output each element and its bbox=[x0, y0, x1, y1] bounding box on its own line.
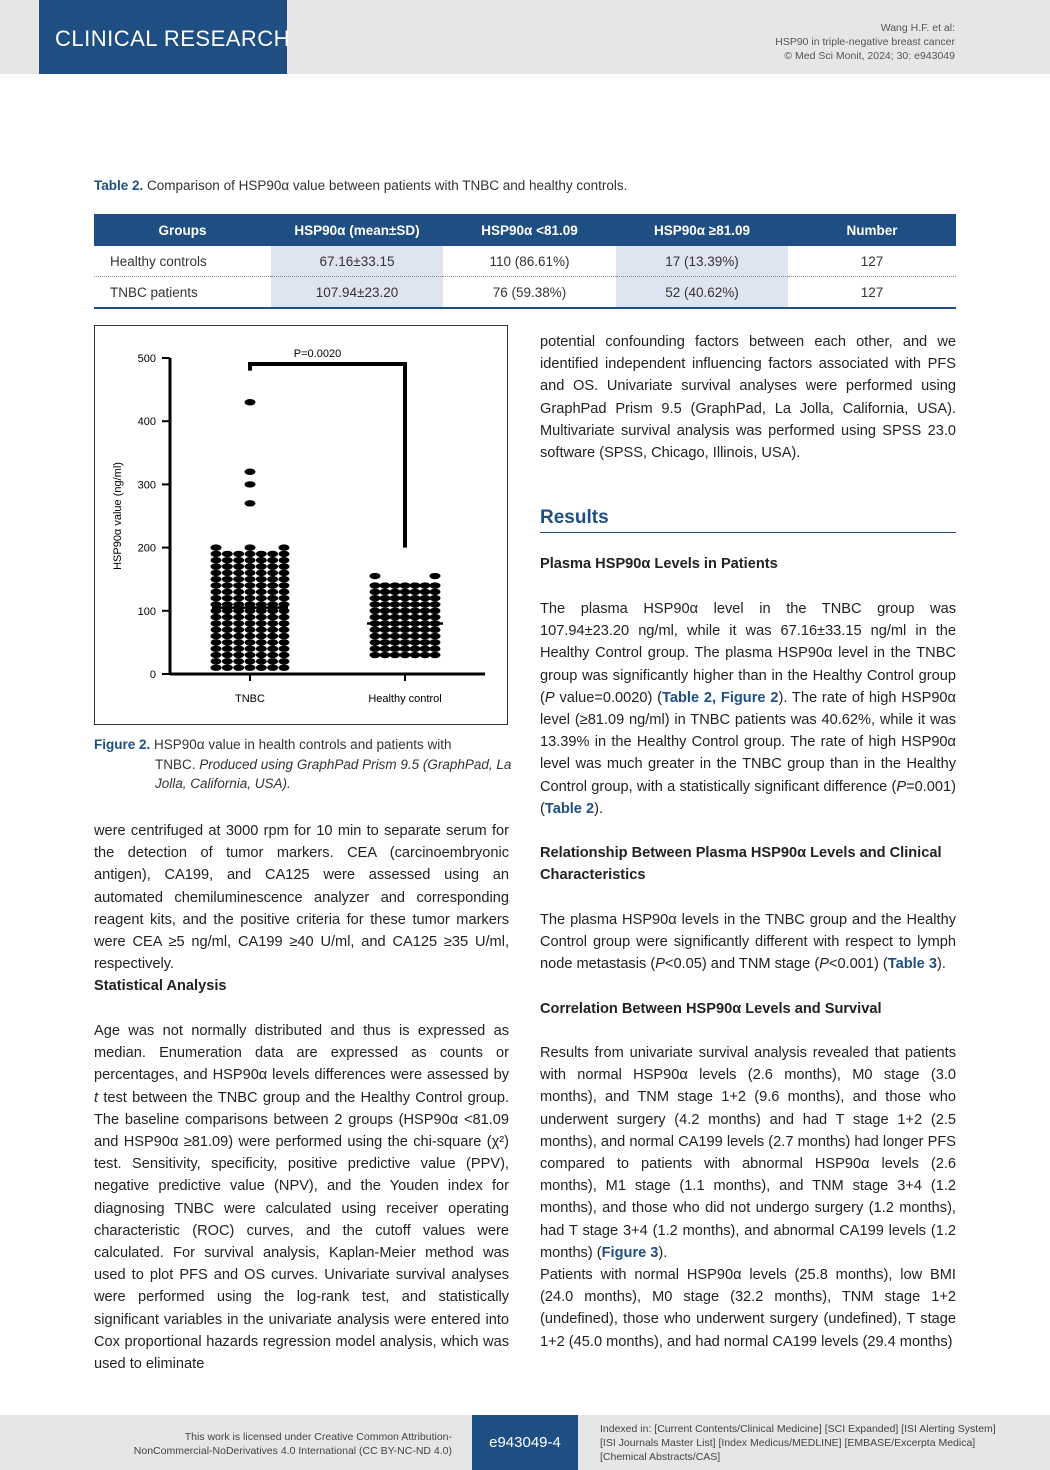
data-point bbox=[267, 576, 278, 582]
data-point bbox=[279, 570, 290, 576]
license-line-1: This work is licensed under Creative Common Attribution- bbox=[184, 1431, 452, 1443]
figure-caption-label: Figure 2. bbox=[94, 737, 151, 752]
data-point bbox=[245, 399, 256, 405]
data-point bbox=[420, 652, 431, 658]
data-point bbox=[430, 573, 441, 579]
table3-link[interactable]: Table 3 bbox=[887, 956, 937, 973]
data-point bbox=[256, 557, 267, 563]
data-point bbox=[279, 658, 290, 664]
data-point bbox=[233, 658, 244, 664]
data-point bbox=[222, 614, 233, 620]
comparison-table bbox=[94, 214, 956, 309]
data-point bbox=[430, 652, 441, 658]
data-point bbox=[256, 652, 267, 658]
data-point bbox=[390, 646, 401, 652]
table-header: Groups bbox=[94, 214, 271, 246]
statistical-analysis-heading: Statistical Analysis bbox=[94, 978, 227, 994]
p-italic: P bbox=[819, 956, 829, 973]
data-point bbox=[245, 652, 256, 658]
right-p2d: ). bbox=[936, 956, 946, 973]
data-point bbox=[400, 646, 411, 652]
data-point bbox=[390, 601, 401, 607]
data-point bbox=[410, 633, 421, 639]
data-point bbox=[420, 627, 431, 633]
data-point bbox=[279, 614, 290, 620]
right-p3b: ). bbox=[658, 1244, 668, 1261]
figure-2-chart bbox=[95, 326, 507, 724]
data-point bbox=[267, 582, 278, 588]
data-point bbox=[245, 582, 256, 588]
data-point bbox=[211, 658, 222, 664]
data-point bbox=[380, 646, 391, 652]
data-point bbox=[410, 595, 421, 601]
data-point bbox=[245, 589, 256, 595]
data-point bbox=[211, 582, 222, 588]
data-point bbox=[380, 589, 391, 595]
data-point bbox=[211, 544, 222, 550]
data-point bbox=[211, 557, 222, 563]
data-point bbox=[420, 633, 431, 639]
data-point bbox=[245, 633, 256, 639]
data-point bbox=[370, 646, 381, 652]
right-p4: Patients with normal HSP90α levels (25.8 months), low BMI (24.0 months), M0 stage (32.2 months), TNM stage 1+2 (undefined), those who underwent surgery (undefined), T stage 1+2 (45.0 months), and had normal CA199 levels (29.4 months) bbox=[540, 1267, 956, 1350]
right-p0: potential confounding factors between each other, and we identified independent influencing factors associated with PFS and OS. Univariate survival analyses were performed using GraphPad Prism 9.5 (GraphPad, La Jolla, California, USA). Multivariate survival analysis was performed using SPSS 23.0 software (SPSS, Chicago, Illinois, USA). bbox=[540, 334, 956, 462]
data-point bbox=[233, 633, 244, 639]
data-point bbox=[410, 582, 421, 588]
right-p1b: value=0.0020) ( bbox=[554, 689, 663, 706]
data-point bbox=[245, 576, 256, 582]
data-point bbox=[233, 589, 244, 595]
data-point bbox=[370, 639, 381, 645]
data-point bbox=[222, 652, 233, 658]
right-p2a: The plasma HSP90α levels in the TNBC group and the Healthy Control group were significantly different with respect to lymph node metastasis ( bbox=[540, 912, 956, 973]
right-p2c: <0.001) ( bbox=[828, 956, 888, 973]
data-point bbox=[400, 614, 411, 620]
data-point bbox=[410, 614, 421, 620]
left-paragraph-1 bbox=[94, 820, 509, 975]
running-title: HSP90 in triple-negative breast cancer bbox=[775, 36, 955, 48]
data-point bbox=[390, 639, 401, 645]
data-point bbox=[222, 551, 233, 557]
table-header-row bbox=[94, 214, 956, 246]
data-point bbox=[380, 639, 391, 645]
data-point bbox=[390, 608, 401, 614]
data-point bbox=[410, 627, 421, 633]
data-point bbox=[211, 595, 222, 601]
data-point bbox=[267, 646, 278, 652]
data-point bbox=[233, 646, 244, 652]
data-point bbox=[256, 620, 267, 626]
data-point bbox=[211, 570, 222, 576]
y-axis-label: HSP90α value (ng/ml) bbox=[112, 462, 124, 570]
data-point bbox=[370, 595, 381, 601]
plasma-levels-heading: Plasma HSP90α Levels in Patients bbox=[540, 556, 778, 572]
data-point bbox=[211, 664, 222, 670]
data-point bbox=[245, 595, 256, 601]
indexing-line-1: Indexed in: [Current Contents/Clinical Medicine] [SCI Expanded] [ISI Alerting System] bbox=[600, 1423, 996, 1435]
data-point bbox=[279, 582, 290, 588]
data-point bbox=[400, 633, 411, 639]
data-point bbox=[211, 620, 222, 626]
data-point bbox=[430, 608, 441, 614]
table-caption-label: Table 2. bbox=[94, 178, 144, 193]
data-point bbox=[279, 551, 290, 557]
data-point bbox=[211, 589, 222, 595]
right-p1a: The plasma HSP90α level in the TNBC group was 107.94±23.20 ng/ml, while it was 67.16±33.15 ng/ml in the Healthy Control group. The plasma HSP90α level in the TNBC group was significantly higher than in the Healthy Control group ( bbox=[540, 601, 956, 706]
data-point bbox=[420, 589, 431, 595]
right-paragraph-3 bbox=[540, 1042, 956, 1264]
data-point bbox=[267, 589, 278, 595]
data-point bbox=[279, 664, 290, 670]
data-point bbox=[267, 664, 278, 670]
running-header bbox=[775, 21, 955, 63]
data-point bbox=[380, 608, 391, 614]
data-point bbox=[430, 595, 441, 601]
figure-caption-line2: TNBC. bbox=[155, 756, 196, 772]
table-header: HSP90α (mean±SD) bbox=[271, 214, 443, 246]
right-paragraph-1 bbox=[540, 598, 956, 820]
data-point bbox=[370, 614, 381, 620]
data-point bbox=[430, 601, 441, 607]
data-point bbox=[222, 595, 233, 601]
data-point bbox=[267, 557, 278, 563]
data-point bbox=[245, 551, 256, 557]
data-point bbox=[430, 582, 441, 588]
data-point bbox=[222, 620, 233, 626]
data-point bbox=[211, 576, 222, 582]
right-p3a: Results from univariate survival analysis revealed that patients with normal HSP90α levels (2.6 months), M0 stage (3.0 months), and TNM stage 1+2 (9.6 months), and those who underwent surgery (4.2 months) and had T stage 1+2 (2.5 months), and normal CA199 levels (2.7 months) had longer PFS compared to patients with abnormal HSP90α levels (2.6 months), M1 stage (1.1 months), and TNM stage 3+4 (1.2 months), and those who did not undergo surgery (1.2 months), had T stage 3+4 (1.2 months), and abnormal CA199 levels (1.2 months) ( bbox=[540, 1045, 956, 1261]
table-header: HSP90α ≥81.09 bbox=[616, 214, 788, 246]
data-point bbox=[267, 551, 278, 557]
data-point bbox=[370, 573, 381, 579]
data-point bbox=[380, 633, 391, 639]
p-value-annotation: P=0.0020 bbox=[293, 348, 342, 360]
data-point bbox=[256, 646, 267, 652]
data-point bbox=[256, 589, 267, 595]
data-point bbox=[256, 582, 267, 588]
data-point bbox=[380, 601, 391, 607]
figure-caption-cont bbox=[94, 755, 514, 794]
data-point bbox=[256, 551, 267, 557]
data-point bbox=[233, 614, 244, 620]
table-caption-text: Comparison of HSP90α value between patients with TNBC and healthy controls. bbox=[143, 178, 628, 193]
data-point bbox=[233, 551, 244, 557]
data-point bbox=[211, 563, 222, 569]
data-point bbox=[245, 563, 256, 569]
data-point bbox=[256, 633, 267, 639]
right-p1e: ). bbox=[594, 800, 604, 817]
data-point bbox=[222, 582, 233, 588]
data-point bbox=[400, 652, 411, 658]
data-point bbox=[390, 633, 401, 639]
table-cell: 127 bbox=[788, 246, 956, 277]
data-point bbox=[380, 595, 391, 601]
data-point bbox=[233, 595, 244, 601]
data-point bbox=[279, 557, 290, 563]
data-point bbox=[410, 608, 421, 614]
data-point bbox=[245, 627, 256, 633]
right-paragraph-4 bbox=[540, 1264, 956, 1353]
significance-bracket bbox=[250, 364, 405, 548]
data-point bbox=[410, 639, 421, 645]
data-point bbox=[233, 563, 244, 569]
data-point bbox=[420, 639, 431, 645]
data-point bbox=[400, 627, 411, 633]
article-id: e943049-4 bbox=[472, 1415, 578, 1470]
data-point bbox=[390, 627, 401, 633]
figure-caption-line1: HSP90α value in health controls and patients with bbox=[150, 737, 452, 752]
data-point bbox=[420, 608, 431, 614]
indexing-text bbox=[600, 1422, 1030, 1464]
data-point bbox=[380, 582, 391, 588]
x-tick-label: Healthy control bbox=[368, 693, 442, 705]
data-point bbox=[256, 563, 267, 569]
data-point bbox=[245, 481, 256, 487]
data-point bbox=[420, 601, 431, 607]
data-point bbox=[245, 544, 256, 550]
data-point bbox=[222, 589, 233, 595]
data-point bbox=[410, 646, 421, 652]
right-paragraph-0 bbox=[540, 331, 956, 464]
data-point bbox=[222, 627, 233, 633]
data-point bbox=[420, 646, 431, 652]
data-point bbox=[400, 582, 411, 588]
data-point bbox=[256, 639, 267, 645]
data-point bbox=[256, 576, 267, 582]
data-point bbox=[420, 614, 431, 620]
data-point bbox=[370, 582, 381, 588]
section-title: CLINICAL RESEARCH bbox=[55, 26, 291, 51]
data-point bbox=[211, 551, 222, 557]
table-cell: 76 (59.38%) bbox=[443, 277, 616, 309]
right-p1d: =0.001) ( bbox=[540, 778, 956, 817]
data-point bbox=[222, 646, 233, 652]
data-point bbox=[370, 633, 381, 639]
left-p2b: test between the TNBC group and the Healthy Control group. The baseline comparisons between 2 groups (HSP90α <81.09 and HSP90α ≥81.09) were performed using the chi-square (χ²) test. Sensitivity, specificity, positive predictive value (PPV), negative predictive value (NPV), and the Youden index for diagnosing TNBC were calculated using receiver operating characteristic (ROC) curves, and the cutoff values were calculated. For survival analysis, Kaplan-Meier method was used to plot PFS and OS curves. Univariate survival analyses were performed using the log-rank test, and statistically significant variables in the univariate analysis were entered into Cox proportional hazards regression model analysis, which was used to eliminate bbox=[94, 1089, 509, 1373]
table-caption bbox=[94, 178, 627, 193]
data-point bbox=[245, 664, 256, 670]
data-point bbox=[430, 614, 441, 620]
data-point bbox=[279, 544, 290, 550]
data-point bbox=[245, 570, 256, 576]
data-point bbox=[380, 652, 391, 658]
clinical-characteristics-heading: Relationship Between Plasma HSP90α Levels and Clinical Characteristics bbox=[540, 845, 942, 883]
data-point bbox=[390, 595, 401, 601]
data-point bbox=[267, 627, 278, 633]
data-point bbox=[245, 620, 256, 626]
x-tick-label: TNBC bbox=[235, 693, 265, 705]
data-point bbox=[267, 633, 278, 639]
data-point bbox=[390, 614, 401, 620]
data-point bbox=[245, 614, 256, 620]
data-point bbox=[370, 652, 381, 658]
data-point bbox=[390, 589, 401, 595]
data-point bbox=[222, 664, 233, 670]
data-point bbox=[279, 639, 290, 645]
right-p2b: <0.05) and TNM stage ( bbox=[664, 956, 820, 973]
figure-caption bbox=[94, 735, 514, 794]
data-point bbox=[279, 646, 290, 652]
left-paragraph-2 bbox=[94, 1020, 509, 1375]
data-point bbox=[256, 664, 267, 670]
data-point bbox=[256, 570, 267, 576]
table-header: HSP90α <81.09 bbox=[443, 214, 616, 246]
data-point bbox=[279, 633, 290, 639]
data-point bbox=[430, 627, 441, 633]
data-point bbox=[370, 589, 381, 595]
y-tick-label: 500 bbox=[137, 353, 156, 365]
data-point bbox=[279, 563, 290, 569]
y-tick-label: 200 bbox=[137, 542, 156, 555]
data-point bbox=[256, 627, 267, 633]
y-tick-label: 0 bbox=[149, 669, 156, 681]
table-cell: 52 (40.62%) bbox=[616, 277, 788, 309]
data-point bbox=[267, 658, 278, 664]
data-point bbox=[222, 633, 233, 639]
data-point bbox=[279, 652, 290, 658]
table2-link[interactable]: Table 2 bbox=[544, 800, 595, 817]
right-paragraph-2 bbox=[540, 909, 956, 976]
left-p2a: Age was not normally distributed and thus is expressed as median. Enumeration data are expressed as counts or percentages, and HSP90α levels differences were assessed by bbox=[94, 1023, 509, 1084]
data-point bbox=[410, 652, 421, 658]
data-point bbox=[233, 570, 244, 576]
data-point bbox=[245, 469, 256, 475]
running-journal: © Med Sci Monit, 2024; 30: e943049 bbox=[784, 50, 955, 62]
data-point bbox=[233, 620, 244, 626]
figure-caption-credit: Produced using GraphPad Prism 9.5 (GraphPad, La Jolla, California, USA). bbox=[155, 756, 512, 791]
table-row bbox=[94, 277, 956, 309]
data-point bbox=[222, 576, 233, 582]
table-cell: 17 (13.39%) bbox=[616, 246, 788, 277]
data-point bbox=[233, 652, 244, 658]
data-point bbox=[211, 614, 222, 620]
data-point bbox=[370, 608, 381, 614]
data-point bbox=[400, 608, 411, 614]
data-point bbox=[370, 627, 381, 633]
y-tick-label: 400 bbox=[137, 416, 156, 429]
data-point bbox=[245, 557, 256, 563]
data-point bbox=[222, 557, 233, 563]
data-point bbox=[245, 639, 256, 645]
indexing-line-2: [ISI Journals Master List] [Index Medicus/MEDLINE] [EMBASE/Excerpta Medica] bbox=[600, 1437, 976, 1449]
table-cell: Healthy controls bbox=[94, 246, 271, 277]
data-point bbox=[211, 639, 222, 645]
data-point bbox=[222, 570, 233, 576]
table-cell: 107.94±23.20 bbox=[271, 277, 443, 309]
data-point bbox=[245, 658, 256, 664]
data-point bbox=[267, 563, 278, 569]
data-point bbox=[267, 620, 278, 626]
table-cell: TNBC patients bbox=[94, 277, 271, 309]
table-cell: 110 (86.61%) bbox=[443, 246, 616, 277]
data-point bbox=[279, 589, 290, 595]
indexing-line-3: [Chemical Abstracts/CAS] bbox=[600, 1451, 721, 1463]
data-point bbox=[279, 595, 290, 601]
data-point bbox=[245, 646, 256, 652]
data-point bbox=[267, 570, 278, 576]
data-point bbox=[211, 633, 222, 639]
data-point bbox=[267, 639, 278, 645]
data-point bbox=[430, 639, 441, 645]
license-text bbox=[134, 1430, 452, 1458]
data-point bbox=[256, 658, 267, 664]
p-italic: P bbox=[655, 956, 665, 973]
data-point bbox=[430, 633, 441, 639]
table-cell: 67.16±33.15 bbox=[271, 246, 443, 277]
data-point bbox=[245, 500, 256, 506]
data-point bbox=[370, 601, 381, 607]
data-point bbox=[222, 658, 233, 664]
data-point bbox=[211, 652, 222, 658]
data-point bbox=[233, 664, 244, 670]
data-point bbox=[211, 627, 222, 633]
data-point bbox=[256, 614, 267, 620]
t-test-italic: t bbox=[94, 1089, 99, 1106]
data-point bbox=[233, 576, 244, 582]
figure-2-panel bbox=[94, 325, 508, 725]
data-point bbox=[390, 582, 401, 588]
y-tick-label: 100 bbox=[137, 605, 156, 618]
data-point bbox=[233, 639, 244, 645]
data-point bbox=[420, 582, 431, 588]
data-point bbox=[211, 646, 222, 652]
data-point bbox=[400, 601, 411, 607]
data-point bbox=[410, 589, 421, 595]
table-header: Number bbox=[788, 214, 956, 246]
survival-heading: Correlation Between HSP90α Levels and Survival bbox=[540, 1001, 882, 1017]
y-tick-label: 300 bbox=[137, 479, 156, 492]
running-authors: Wang H.F. et al: bbox=[880, 22, 955, 34]
data-point bbox=[222, 563, 233, 569]
data-point bbox=[420, 595, 431, 601]
data-point bbox=[430, 589, 441, 595]
right-p1c: ). The rate of high HSP90α level (≥81.09 ng/ml) in TNBC patients was 40.62%, while it was 13.39% in the Healthy Control group. The rate of high HSP90α level was much greater in the TNBC group than in the Healthy Control group, with a statistically significant difference ( bbox=[540, 689, 956, 795]
results-heading: Results bbox=[540, 507, 956, 533]
data-point bbox=[256, 595, 267, 601]
table2-figure2-link[interactable]: Table 2, Figure 2 bbox=[662, 689, 779, 706]
p-italic: P bbox=[896, 778, 907, 795]
data-point bbox=[222, 639, 233, 645]
data-point bbox=[390, 652, 401, 658]
left-p1: were centrifuged at 3000 rpm for 10 min to separate serum for the detection of tumor markers. CEA (carcinoembryonic antigen), CA199, and CA125 were assessed using an automated chemiluminescence analyzer and corresponding reagent kits, and the positive criteria for these tumor markers were CEA ≥5 ng/ml, CA199 ≥40 U/ml, and CA125 ≥35 U/ml, respectively. bbox=[94, 823, 509, 973]
data-point bbox=[380, 614, 391, 620]
data-point bbox=[400, 589, 411, 595]
data-point bbox=[279, 627, 290, 633]
data-point bbox=[400, 639, 411, 645]
data-point bbox=[267, 614, 278, 620]
figure3-link[interactable]: Figure 3 bbox=[601, 1244, 659, 1261]
p-italic: P bbox=[544, 689, 555, 706]
data-point bbox=[267, 652, 278, 658]
license-line-2: NonCommercial-NoDerivatives 4.0 International (CC BY-NC-ND 4.0) bbox=[133, 1445, 452, 1457]
table-cell: 127 bbox=[788, 277, 956, 309]
data-point bbox=[400, 595, 411, 601]
data-point bbox=[233, 627, 244, 633]
data-point bbox=[233, 557, 244, 563]
data-point bbox=[233, 582, 244, 588]
data-point bbox=[279, 620, 290, 626]
data-point bbox=[430, 646, 441, 652]
table-row bbox=[94, 246, 956, 277]
data-point bbox=[279, 576, 290, 582]
data-point bbox=[380, 627, 391, 633]
data-point bbox=[410, 601, 421, 607]
data-point bbox=[267, 595, 278, 601]
